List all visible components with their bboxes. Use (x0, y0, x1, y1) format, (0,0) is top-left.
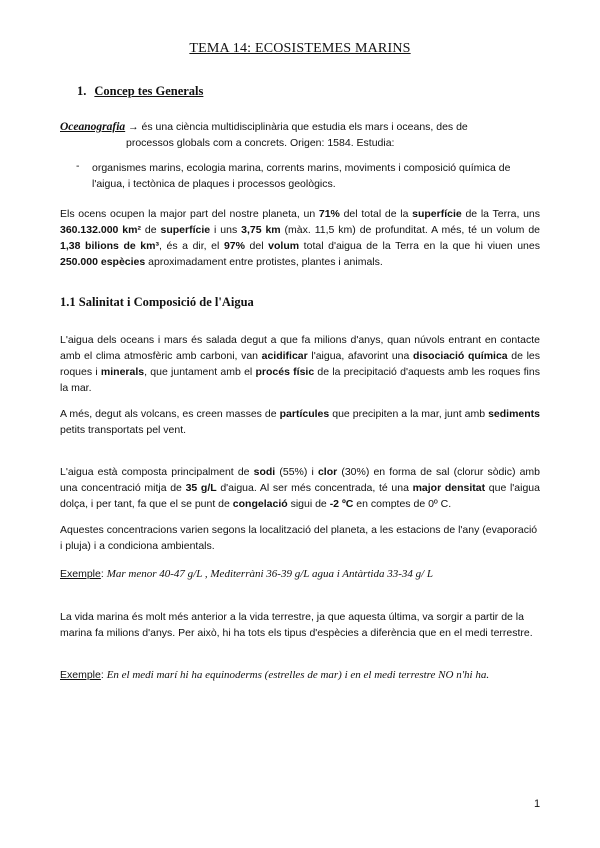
paragraph-composta: L'aigua està composta principalment de sodi (55%) i clor (30%) en forma de sal (clorur sòdic) amb una concentració mitja de 35 g/L d'aigua. Al ser més concentrada, té una major densitat que l'aigua dolça, i per tant, fa que el se punt de congelació sigui de -2 ºC en comptes de 0º C. (60, 466, 541, 510)
example-label: Exemple (60, 568, 101, 580)
paragraph-salada: L'aigua dels oceans i mars és salada degut a que fa milions d'anys, quan núvols entrant en contacte amb el clima atmosfèric amb carboni, van acidificar l'aigua, afavorint una disociació química de les roques i minerals, que juntament amb el procés físic de la precipitació d'aquests amb les roques fins la mar. (60, 334, 540, 394)
section-heading-1-1: 1.1 Salinitat i Composició de l'Aigua (60, 295, 254, 309)
definition-term: Oceanografia (60, 121, 126, 133)
example-1: Exemple: Mar menor 40-47 g/L , Mediterràni 36-39 g/L agua i Antàrtida 33-34 g/ L (60, 568, 434, 580)
paragraph-concentracions: Aquestes concentracions varien segons la localització del planeta, a les estacions de l'any (evaporació i pluja) i a condiciona ambientals. (60, 524, 538, 552)
definition-text: és una ciència multidisciplinària que estudia els mars i oceans, des de (141, 121, 468, 133)
arrow-glyph: → (125, 121, 142, 133)
example-text: En el medi marí hi ha equinoderms (estrelles de mar) i en el medi terrestre NO n'hi ha. (106, 669, 490, 681)
paragraph-volcans: A més, degut als volcans, es creen masses de partícules que precipiten a la mar, junt amb sediments petits transportats pel vent. (60, 408, 541, 436)
section-heading-1 (77, 84, 203, 99)
definition-line-2: processos globals com a concrets. Origen: 1584. Estudia: (126, 137, 395, 149)
bullet-line-2: l'aigua, i tectònica de plaques i processos geològics. (92, 178, 336, 190)
paragraph-vida: La vida marina és molt més anterior a la vida terrestre, ja que aquesta última, va sorgir a partir de la marina fa milions d'anys. Per això, hi ha tots els tipus d'espècies a diferència que en el medi terrestre. (60, 611, 533, 639)
page-number: 1 (534, 798, 541, 810)
section-title: Concep tes Generals (94, 84, 204, 98)
bullet-line-1: organismes marins, ecologia marina, corrents marins, moviments i composició química de (92, 162, 511, 174)
example-2: Exemple: En el medi marí hi ha equinoderms (estrelles de mar) i en el medi terrestre NO n'hi ha. (60, 669, 490, 681)
example-text: Mar menor 40-47 g/L , Mediterràni 36-39 g/L agua i Antàrtida 33-34 g/ L (106, 568, 434, 580)
page-title: TEMA 14: ECOSISTEMES MARINS (189, 41, 411, 56)
section-number: 1. (77, 84, 87, 98)
definition-line-1 (60, 119, 540, 135)
example-label: Exemple (60, 669, 101, 681)
paragraph-oceans: Els ocens ocupen la major part del nostre planeta, un 71% del total de la superfície de la Terra, uns 360.132.000 km² de superfície i uns 3,75 km (màx. 11,5 km) de profunditat. A més, té un volum de 1,38 bilions de km³, és a dir, el 97% del volum total d'aigua de la Terra en la que hi viuen unes 250.000 espècies aproximadament entre protistes, plantes i animals. (60, 208, 541, 268)
bullet-dash: - (76, 160, 80, 172)
